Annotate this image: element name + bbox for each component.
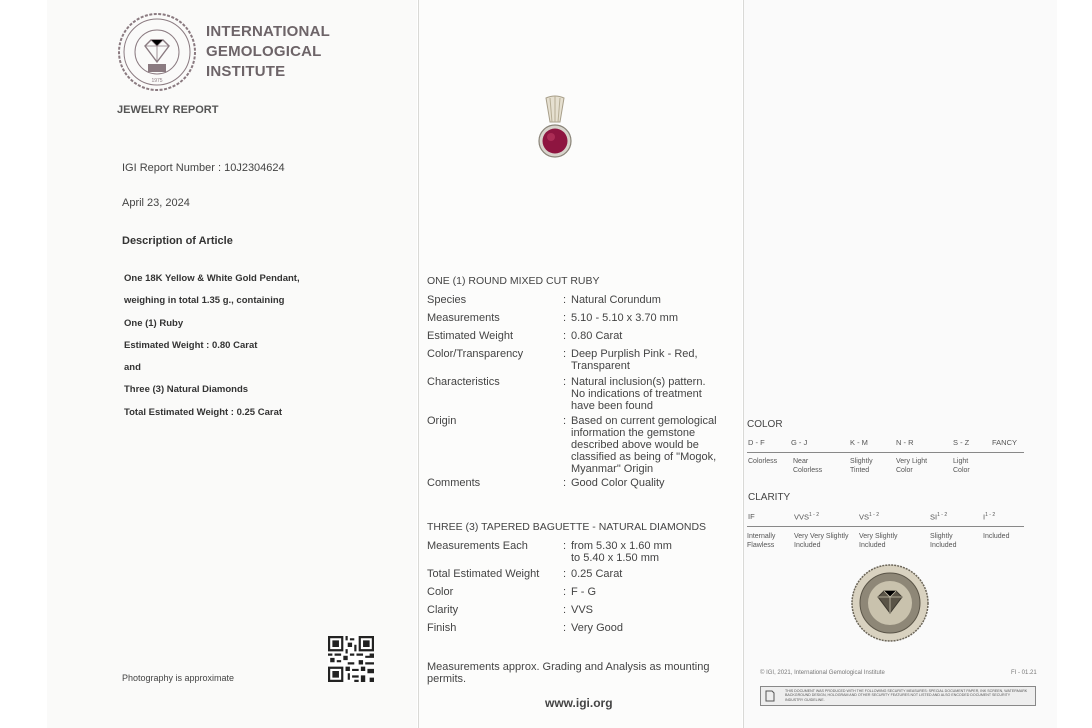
description-line: and bbox=[124, 362, 141, 374]
fold-line bbox=[743, 0, 744, 728]
ruby-characteristics-value: Natural inclusion(s) pattern. No indications of treatment have been found bbox=[571, 376, 706, 412]
copyright: © IGI, 2021, International Gemological Institute bbox=[760, 670, 885, 676]
diamond-weight-label: Total Estimated Weight bbox=[427, 568, 540, 580]
clarity-desc: Very Slightly Included bbox=[859, 533, 898, 549]
separator: : bbox=[563, 622, 567, 634]
ruby-weight-label: Estimated Weight bbox=[427, 330, 514, 342]
clarity-grade: VS$^{1 - 2}$ bbox=[859, 512, 880, 522]
document-icon bbox=[765, 690, 775, 702]
description-line: weighing in total 1.35 g., containing bbox=[124, 295, 285, 307]
description-heading: Description of Article bbox=[122, 235, 233, 247]
clarity-grade: IF bbox=[748, 512, 755, 521]
color-grade: FANCY bbox=[992, 438, 1018, 447]
description-list bbox=[124, 268, 300, 424]
clarity-scale-title: CLARITY bbox=[748, 492, 791, 503]
qr-code-icon[interactable] bbox=[328, 636, 374, 682]
separator: : bbox=[563, 312, 567, 324]
diamond-color-value: F - G bbox=[571, 586, 597, 598]
separator: : bbox=[563, 586, 567, 598]
ruby-color-label: Color/Transparency bbox=[427, 348, 524, 360]
description-line: One (1) Ruby bbox=[124, 317, 184, 329]
ruby-comments-value: Good Color Quality bbox=[571, 477, 665, 489]
clarity-grade: SI$^{1 - 2}$ bbox=[930, 512, 948, 522]
report-type: JEWELRY REPORT bbox=[117, 104, 219, 116]
ruby-color-value: Deep Purplish Pink - Red, Transparent bbox=[571, 348, 698, 372]
diamond-clarity-label: Clarity bbox=[427, 604, 459, 616]
clarity-grade: $I^{1 - 2}$ bbox=[983, 512, 996, 522]
color-desc: Slightly Tinted bbox=[850, 458, 873, 474]
separator: : bbox=[563, 415, 567, 427]
diamonds-heading: THREE (3) TAPERED BAGUETTE - NATURAL DIAMONDS bbox=[427, 521, 707, 533]
pendant-photo-icon bbox=[535, 94, 575, 162]
clarity-desc: Internally Flawless bbox=[747, 533, 776, 549]
fold-line bbox=[418, 0, 419, 728]
color-desc: Near Colorless bbox=[793, 458, 823, 474]
separator: : bbox=[563, 540, 567, 552]
color-desc: Very Light Color bbox=[896, 458, 928, 474]
clarity-grade: VVS$^{1 - 2}$ bbox=[794, 512, 820, 522]
org-name: INTERNATIONAL GEMOLOGICAL INSTITUTE bbox=[206, 23, 330, 80]
security-strip bbox=[760, 686, 1036, 706]
igi-seal-logo bbox=[117, 12, 197, 92]
ruby-measurements-value: 5.10 - 5.10 x 3.70 mm bbox=[571, 312, 678, 324]
clarity-desc: Included bbox=[983, 533, 1010, 540]
color-grade: K - M bbox=[850, 438, 868, 447]
separator: : bbox=[563, 477, 567, 489]
photo-note: Photography is approximate bbox=[122, 673, 235, 683]
igi-hologram-seal-icon bbox=[850, 563, 930, 643]
ruby-measurements-label: Measurements bbox=[427, 312, 500, 324]
ruby-origin-value: Based on current gemological information the gemstone described above would be classified as being of "Mogok, Myanmar" Origin bbox=[571, 415, 717, 475]
clarity-desc: Very Very Slightly Included bbox=[794, 533, 849, 549]
form-code: FI - 01.21 bbox=[1011, 670, 1037, 676]
scale-divider bbox=[747, 452, 1024, 453]
scale-divider bbox=[747, 526, 1024, 527]
measurement-note: Measurements approx. Grading and Analysis as mounting permits. bbox=[427, 661, 710, 685]
description-line: One 18K Yellow & White Gold Pendant, bbox=[124, 273, 300, 284]
diamond-clarity-value: VVS bbox=[571, 604, 594, 616]
website-link[interactable]: www.igi.org bbox=[545, 696, 613, 710]
diamond-color-label: Color bbox=[427, 586, 454, 598]
separator: : bbox=[563, 568, 567, 580]
ruby-species-label: Species bbox=[427, 294, 467, 306]
report-number: IGI Report Number : 10J2304624 bbox=[122, 162, 285, 174]
diamond-finish-value: Very Good bbox=[571, 622, 623, 634]
ruby-comments-label: Comments bbox=[427, 477, 481, 489]
separator: : bbox=[563, 348, 567, 360]
separator: : bbox=[563, 330, 567, 342]
ruby-weight-value: 0.80 Carat bbox=[571, 330, 623, 342]
ruby-origin-label: Origin bbox=[427, 415, 457, 427]
description-line: Total Estimated Weight : 0.25 Carat bbox=[124, 406, 283, 418]
ruby-species-value: Natural Corundum bbox=[571, 294, 661, 306]
svg-text:1975: 1975 bbox=[151, 78, 163, 84]
report-date: April 23, 2024 bbox=[122, 197, 190, 209]
color-scale-title: COLOR bbox=[747, 419, 783, 430]
diamond-measurements-label: Measurements Each bbox=[427, 540, 528, 552]
description-line: Estimated Weight : 0.80 Carat bbox=[124, 339, 258, 351]
separator: : bbox=[563, 294, 567, 306]
ruby-characteristics-label: Characteristics bbox=[427, 376, 500, 388]
color-desc: Colorless bbox=[748, 458, 778, 465]
color-grade: G - J bbox=[791, 438, 808, 447]
separator: : bbox=[563, 604, 567, 616]
color-grade: S - Z bbox=[953, 438, 970, 447]
diamond-measurements-value: from 5.30 x 1.60 mm to 5.40 x 1.50 mm bbox=[571, 540, 672, 564]
clarity-desc: Slightly Included bbox=[930, 533, 957, 549]
color-grade: N - R bbox=[896, 438, 914, 447]
diamond-finish-label: Finish bbox=[427, 622, 457, 634]
color-grade: D - F bbox=[748, 438, 765, 447]
separator: : bbox=[563, 376, 567, 388]
ruby-heading: ONE (1) ROUND MIXED CUT RUBY bbox=[427, 275, 600, 287]
diamond-weight-value: 0.25 Carat bbox=[571, 568, 623, 580]
security-text: THIS DOCUMENT WAS PRODUCED WITH THE FOLLOWING SECURITY MEASURES: SPECIAL DOCUMENT PAPER, INK SCREEN, WATERMARK BACKGROUND DESIGN, HOLOGRAM AND OTHER SECURITY FEATURES NOT LISTED AND ALSO ENCODED DOCUMENT SECURITY INDUSTRY GUIDELINE. bbox=[785, 689, 1028, 702]
color-desc: Light Color bbox=[953, 458, 970, 474]
description-line: Three (3) Natural Diamonds bbox=[124, 384, 249, 396]
